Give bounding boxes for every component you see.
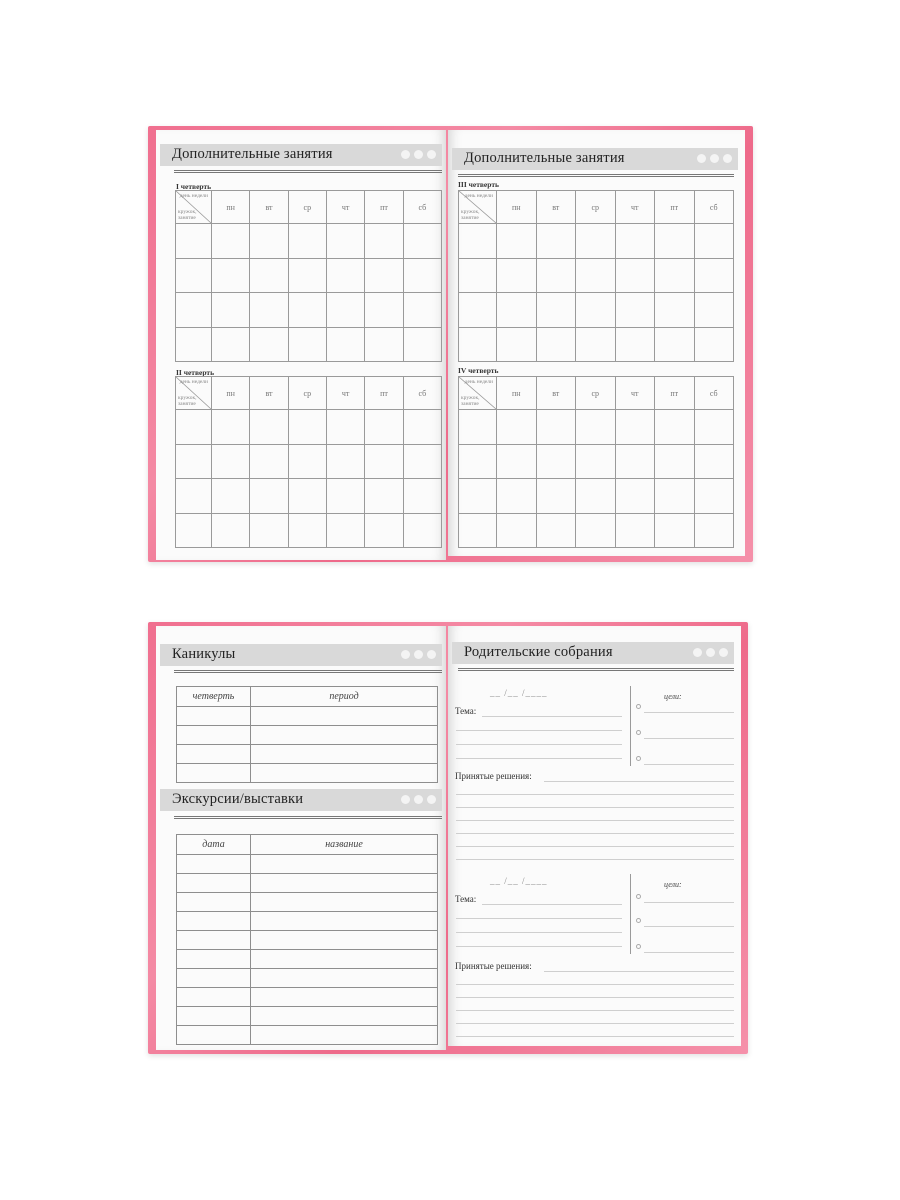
- table-row: [176, 479, 442, 514]
- goal-line: [644, 952, 734, 953]
- topic-label: Тема:: [455, 894, 477, 904]
- weekday-header: чт: [326, 377, 364, 410]
- weekday-header: пн: [497, 377, 537, 410]
- goal-checkbox[interactable]: [636, 894, 641, 899]
- corner-cell: день недели кружок, занятие: [459, 191, 497, 224]
- section-header: [452, 148, 738, 170]
- page-title: Дополнительные занятия: [172, 146, 333, 162]
- excursions-table: [176, 834, 438, 1045]
- bottom-left-page: [156, 626, 446, 1050]
- table-row: [176, 224, 442, 259]
- goal-line: [644, 712, 734, 713]
- weekday-header: пт: [655, 377, 695, 410]
- goal-checkbox[interactable]: [636, 918, 641, 923]
- topic-line: [456, 744, 622, 745]
- quarter-label: II четверть: [176, 368, 215, 377]
- weekday-header: чт: [615, 377, 655, 410]
- goals-label: [664, 880, 682, 889]
- table-row: [459, 479, 734, 514]
- section-header: [160, 144, 442, 166]
- goal-line: [644, 764, 734, 765]
- goal-line: [644, 902, 734, 903]
- header-dots: [401, 150, 436, 159]
- section-header: [160, 644, 442, 666]
- weekday-header: пн: [497, 191, 537, 224]
- weekday-header: сб: [403, 377, 441, 410]
- table-row: [459, 224, 734, 259]
- column-divider: [630, 874, 631, 954]
- topic-label: Тема:: [455, 706, 477, 716]
- table-row: [177, 855, 438, 874]
- table-row: [177, 912, 438, 931]
- meeting-date: __ /__ /____: [490, 688, 548, 698]
- table-row: [177, 893, 438, 912]
- table-row: [459, 513, 734, 548]
- table-row: [177, 764, 438, 783]
- table-row: [177, 726, 438, 745]
- table-row: [176, 327, 442, 362]
- schedule-table-q1: [175, 190, 442, 362]
- weekday-header: ср: [288, 191, 326, 224]
- table-row: [176, 258, 442, 293]
- weekday-header: пт: [655, 191, 695, 224]
- topic-line: [456, 730, 622, 731]
- table-row: [177, 950, 438, 969]
- holidays-title: Каникулы: [172, 646, 236, 662]
- weekday-header: пн: [212, 191, 250, 224]
- page-title: Родительские собрания: [464, 644, 613, 660]
- decision-line: [456, 997, 734, 998]
- goals-text: цели:: [664, 692, 682, 701]
- decision-line: [544, 971, 734, 972]
- decision-line: [456, 984, 734, 985]
- decision-line: [456, 846, 734, 847]
- excursions-col-date: дата: [177, 835, 251, 855]
- top-planner-spread: [148, 126, 753, 562]
- goal-line: [644, 738, 734, 739]
- header-dots: [401, 795, 436, 804]
- goal-checkbox[interactable]: [636, 756, 641, 761]
- decision-line: [456, 859, 734, 860]
- table-row: [177, 707, 438, 726]
- top-left-page: [156, 130, 446, 560]
- column-divider: [630, 686, 631, 766]
- weekday-header: ср: [576, 377, 616, 410]
- table-row: [459, 293, 734, 328]
- decision-line: [456, 820, 734, 821]
- weekday-header: вт: [250, 377, 288, 410]
- weekday-header: сб: [403, 191, 441, 224]
- header-dots: [697, 154, 732, 163]
- table-row: [176, 513, 442, 548]
- table-row: [459, 258, 734, 293]
- topic-line: [456, 918, 622, 919]
- table-row: [176, 293, 442, 328]
- table-row: [459, 444, 734, 479]
- table-row: [177, 874, 438, 893]
- topic-line: [456, 758, 622, 759]
- weekday-header: пт: [365, 191, 403, 224]
- table-row: [176, 444, 442, 479]
- table-row: [459, 410, 734, 445]
- decision-line: [544, 781, 734, 782]
- excursions-title: Экскурсии/выставки: [172, 791, 304, 807]
- header-rule: [458, 174, 734, 177]
- section-header: [160, 789, 442, 811]
- bottom-planner-spread: [148, 622, 748, 1054]
- table-row: [177, 1026, 438, 1045]
- table-row: [177, 969, 438, 988]
- header-dots: [401, 650, 436, 659]
- decision-line: [456, 833, 734, 834]
- goal-checkbox[interactable]: [636, 730, 641, 735]
- goals-text: цели:: [664, 880, 682, 889]
- schedule-table-q4: [458, 376, 734, 548]
- topic-line: [482, 716, 622, 717]
- weekday-header: ср: [576, 191, 616, 224]
- decision-line: [456, 1023, 734, 1024]
- topic-line: [456, 946, 622, 947]
- decision-line: [456, 794, 734, 795]
- table-row: [177, 988, 438, 1007]
- excursions-col-name: название: [251, 835, 438, 855]
- page-title: Дополнительные занятия: [464, 150, 625, 166]
- header-rule: [458, 668, 734, 671]
- meeting-date: __ /__ /____: [490, 876, 548, 886]
- table-row: [177, 1007, 438, 1026]
- weekday-header: вт: [536, 377, 576, 410]
- decision-line: [456, 1036, 734, 1037]
- holidays-table: [176, 686, 438, 783]
- section-header: [452, 642, 734, 664]
- top-right-page: [448, 130, 745, 556]
- weekday-header: сб: [694, 191, 734, 224]
- header-rule: [174, 670, 442, 673]
- table-row: [459, 327, 734, 362]
- table-row: [177, 745, 438, 764]
- weekday-header: чт: [326, 191, 364, 224]
- header-rule: [174, 816, 442, 819]
- weekday-header: ср: [288, 377, 326, 410]
- schedule-table-q2: [175, 376, 442, 548]
- holidays-col-period: период: [251, 687, 438, 707]
- table-row: [176, 410, 442, 445]
- weekday-header: пн: [212, 377, 250, 410]
- weekday-header: чт: [615, 191, 655, 224]
- header-rule: [174, 170, 442, 173]
- decision-line: [456, 1010, 734, 1011]
- goal-line: [644, 926, 734, 927]
- holidays-col-quarter: четверть: [177, 687, 251, 707]
- goal-checkbox[interactable]: [636, 704, 641, 709]
- schedule-table-q3: [458, 190, 734, 362]
- weekday-header: вт: [536, 191, 576, 224]
- weekday-header: сб: [694, 377, 734, 410]
- topic-line: [482, 904, 622, 905]
- corner-cell: день недели кружок, занятие: [176, 377, 212, 410]
- weekday-header: пт: [365, 377, 403, 410]
- header-dots: [693, 648, 728, 657]
- decisions-label: Принятые решения:: [455, 771, 532, 781]
- topic-line: [456, 932, 622, 933]
- table-row: [177, 931, 438, 950]
- quarter-label: IV четверть: [458, 366, 499, 375]
- corner-cell: день недели кружок, занятие: [176, 191, 212, 224]
- bottom-right-page: [448, 626, 741, 1046]
- corner-cell: день недели кружок, занятие: [459, 377, 497, 410]
- goal-checkbox[interactable]: [636, 944, 641, 949]
- decisions-label: Принятые решения:: [455, 961, 532, 971]
- decision-line: [456, 807, 734, 808]
- goals-label: [664, 692, 682, 701]
- weekday-header: вт: [250, 191, 288, 224]
- quarter-label: III четверть: [458, 180, 499, 189]
- quarter-label: I четверть: [176, 182, 212, 191]
